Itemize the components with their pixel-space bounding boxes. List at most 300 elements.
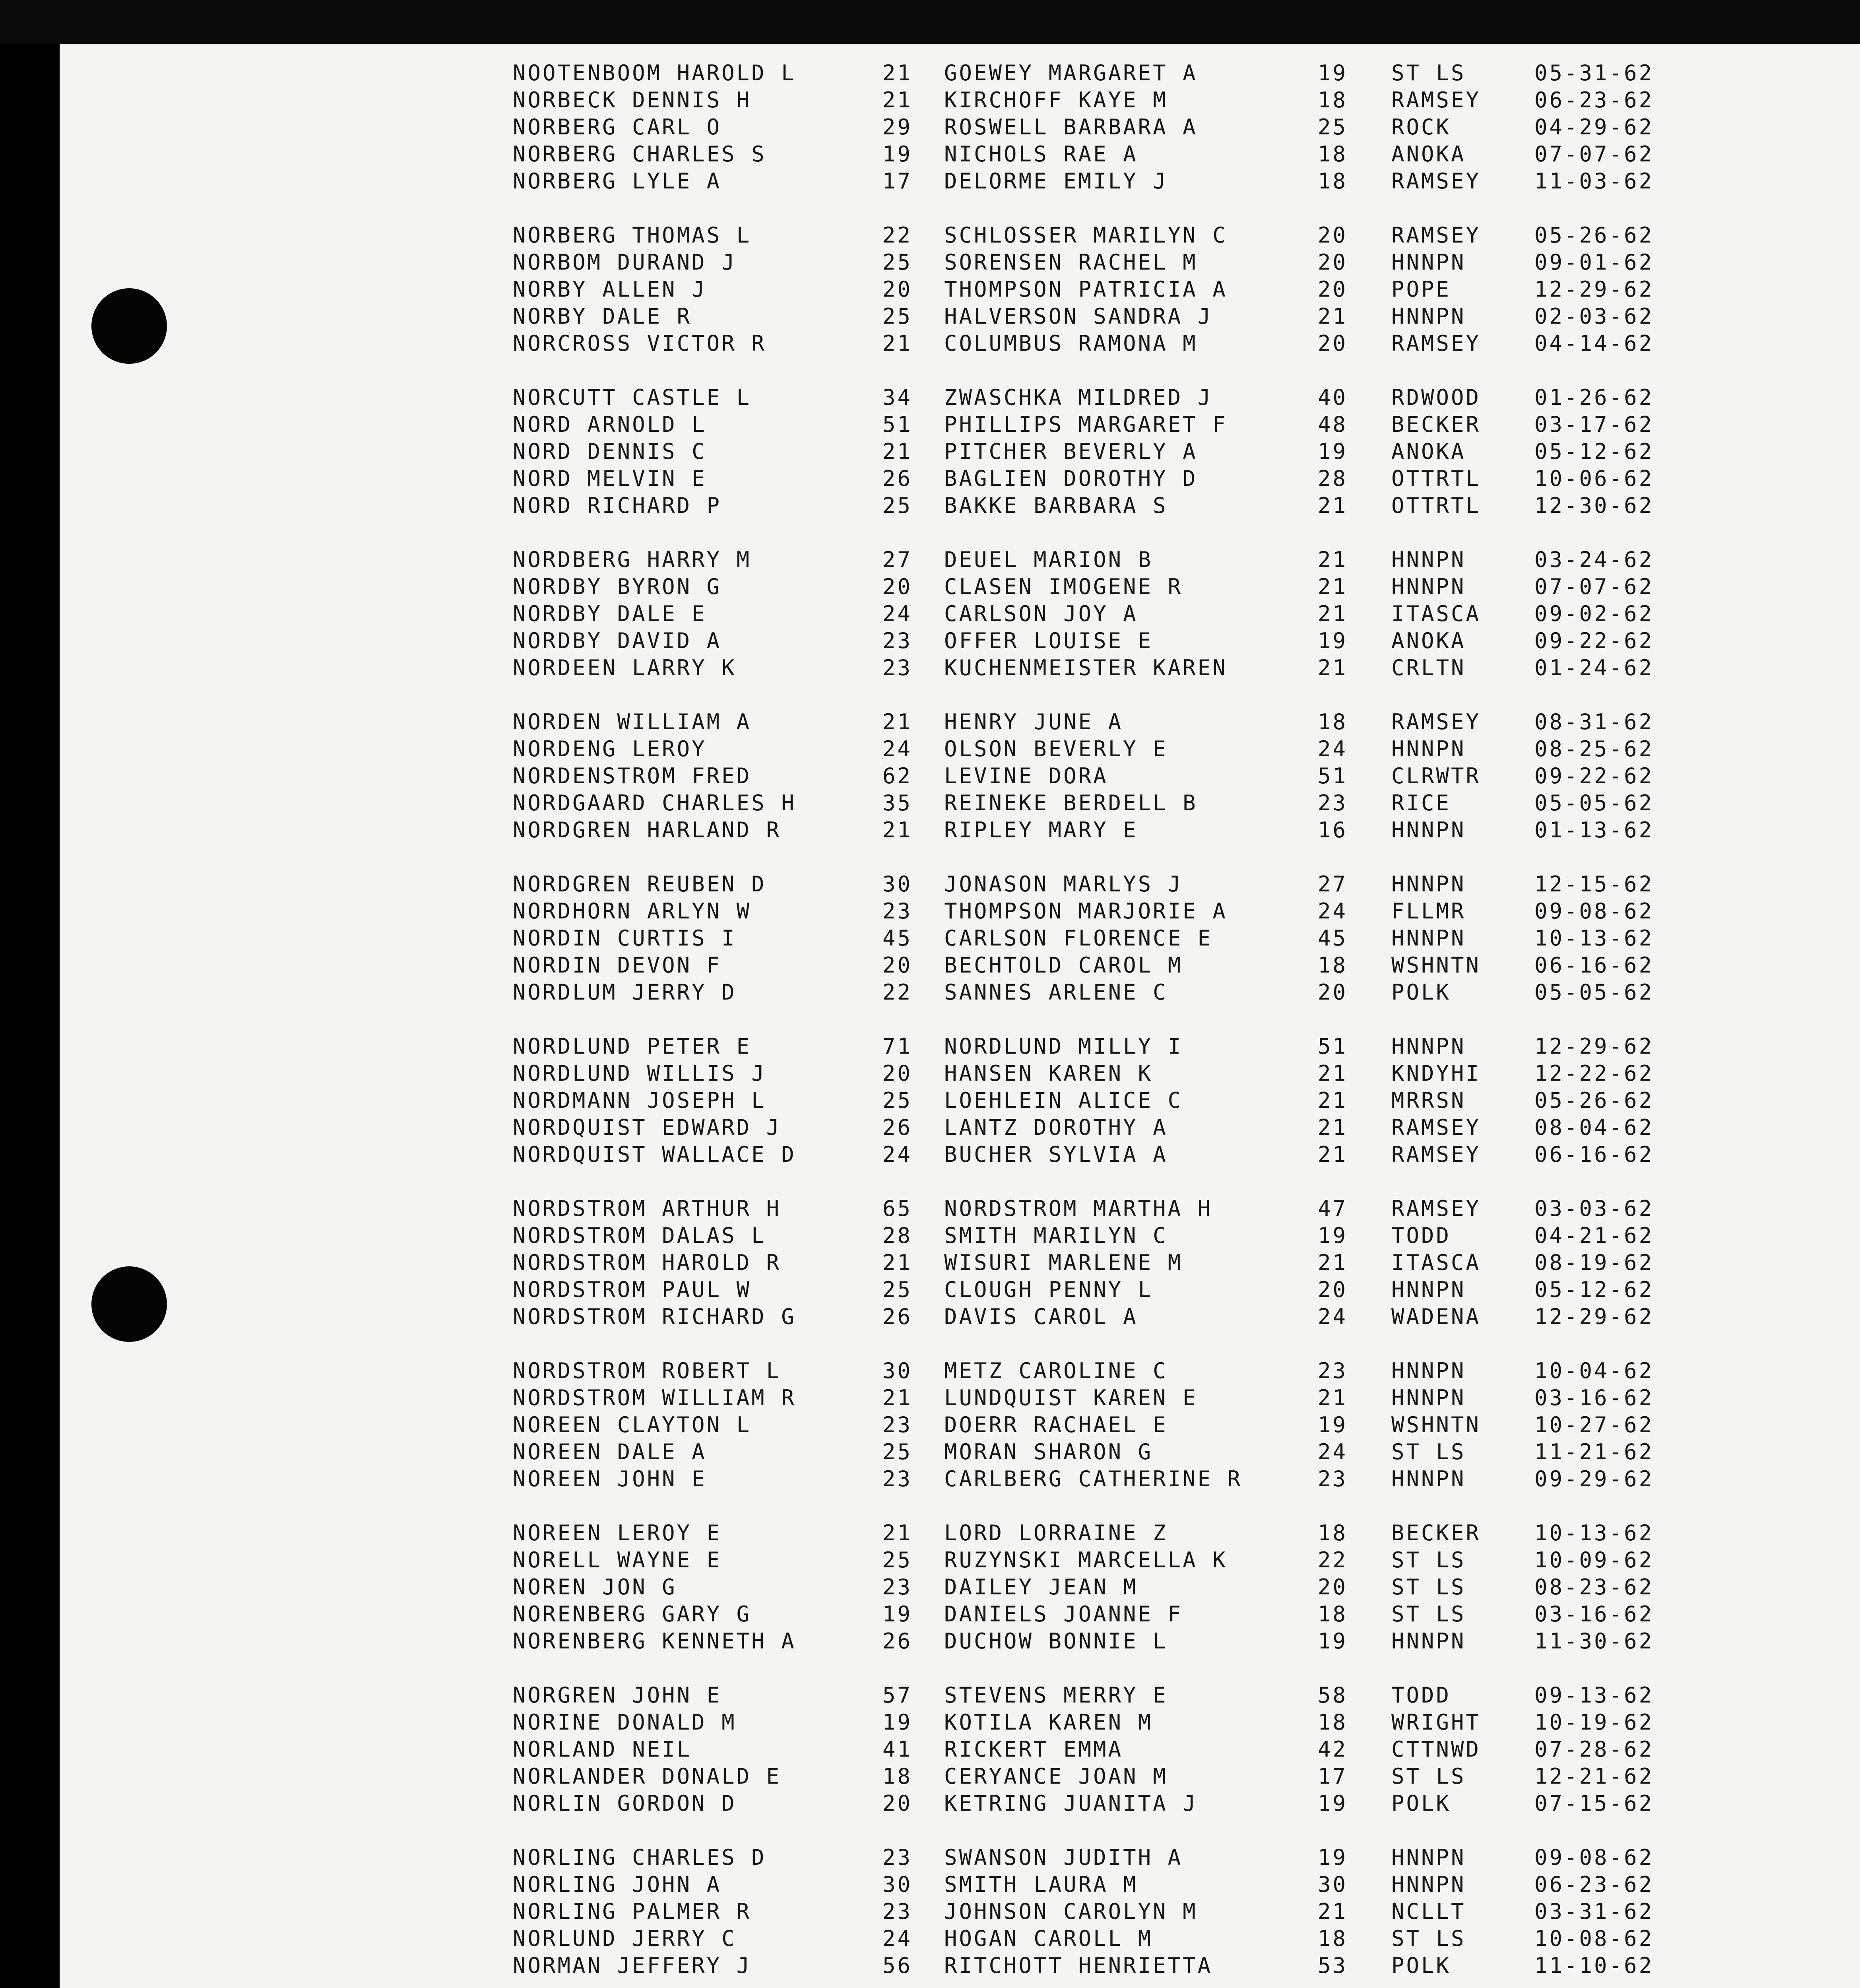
record-row [513,763,1801,790]
bride-age: 18 [1318,1520,1348,1545]
groom-age: 19 [882,1710,913,1735]
county: ST LS [1391,1764,1466,1789]
bride-name: DAVIS CAROL A [944,1304,1138,1329]
county: ANOKA [1391,628,1466,653]
marriage-date: 03-03-62 [1534,1196,1654,1221]
marriage-date: 07-07-62 [1534,574,1654,599]
groom-name: NORBERG CHARLES S [513,142,766,167]
county: HNNPN [1391,250,1466,275]
marriage-date: 07-15-62 [1534,1791,1654,1816]
marriage-date: 01-13-62 [1534,817,1654,843]
marriage-date: 12-29-62 [1534,1034,1654,1059]
bride-age: 20 [1318,223,1348,248]
bride-name: BECHTOLD CAROL M [944,953,1183,978]
bride-age: 25 [1318,115,1348,140]
record-row [513,1141,1801,1168]
bride-age: 21 [1318,655,1348,680]
bride-name: SWANSON JUDITH A [944,1845,1183,1870]
county: WSHNTN [1391,1412,1481,1437]
county: TODD [1391,1683,1451,1708]
county: RAMSEY [1391,1196,1481,1221]
groom-name: NORLING CHARLES D [513,1845,766,1870]
bride-name: NORDSTROM MARTHA H [944,1196,1213,1221]
groom-age: 25 [882,1088,913,1113]
marriage-date: 12-21-62 [1534,1764,1654,1789]
groom-age: 23 [882,655,913,680]
county: ANOKA [1391,439,1466,464]
marriage-record-list [513,60,1801,1988]
bride-name: DUCHOW BONNIE L [944,1629,1168,1654]
record-row [513,1033,1801,1060]
groom-age: 21 [882,817,913,843]
bride-age: 19 [1318,1845,1348,1870]
county: ST LS [1391,60,1466,85]
bride-age: 30 [1318,1872,1348,1897]
record-row [513,276,1801,303]
county: RAMSEY [1391,223,1481,248]
bride-age: 18 [1318,709,1348,734]
bride-name: DAILEY JEAN M [944,1574,1138,1600]
groom-name: NORBECK DENNIS H [513,87,752,113]
groom-name: NOREEN CLAYTON L [513,1412,752,1437]
bride-age: 19 [1318,1629,1348,1654]
bride-age: 58 [1318,1683,1348,1708]
bride-name: LANTZ DOROTHY A [944,1115,1168,1140]
record-row [513,60,1801,87]
record-row [513,573,1801,600]
groom-age: 22 [882,223,913,248]
groom-name: NORBY ALLEN J [513,277,707,302]
bride-name: OLSON BEVERLY E [944,736,1168,761]
marriage-date: 05-26-62 [1534,1088,1654,1113]
bride-age: 51 [1318,1034,1348,1059]
groom-age: 18 [882,1764,913,1789]
record-row [513,1574,1801,1601]
marriage-date: 08-31-62 [1534,709,1654,734]
bride-age: 20 [1318,1277,1348,1302]
bride-name: CLASEN IMOGENE R [944,574,1183,599]
record-row [513,627,1801,654]
county: CTTNWD [1391,1737,1481,1762]
bride-name: SCHLOSSER MARILYN C [944,223,1228,248]
bride-name: NORDLUND MILLY I [944,1034,1183,1059]
bride-age: 23 [1318,790,1348,815]
marriage-date: 08-04-62 [1534,1115,1654,1140]
groom-name: NORDQUIST WALLACE D [513,1142,796,1167]
record-row [513,1736,1801,1763]
bride-age: 27 [1318,872,1348,897]
groom-age: 21 [882,1250,913,1275]
marriage-date: 06-16-62 [1534,1142,1654,1167]
marriage-date: 05-12-62 [1534,1277,1654,1302]
county: HNNPN [1391,1277,1466,1302]
groom-name: NORDMANN JOSEPH L [513,1088,766,1113]
county: NCLLT [1391,1899,1466,1924]
bride-age: 45 [1318,926,1348,951]
marriage-date: 05-12-62 [1534,439,1654,464]
bride-name: CARLSON FLORENCE E [944,926,1213,951]
groom-age: 25 [882,304,913,329]
marriage-date: 05-31-62 [1534,60,1654,85]
bride-age: 20 [1318,331,1348,356]
bride-name: SORENSEN RACHEL M [944,250,1198,275]
record-row [513,1249,1801,1276]
groom-name: NORCUTT CASTLE L [513,385,752,410]
marriage-date: 06-16-62 [1534,953,1654,978]
county: RAMSEY [1391,169,1481,194]
bride-age: 21 [1318,1142,1348,1167]
bride-age: 18 [1318,1710,1348,1735]
marriage-date: 06-23-62 [1534,87,1654,113]
bride-name: KOTILA KAREN M [944,1710,1153,1735]
bride-name: KETRING JUANITA J [944,1791,1198,1816]
groom-name: NORMAN JEFFERY J [513,1953,752,1978]
county: HNNPN [1391,547,1466,572]
groom-name: NORDGREN REUBEN D [513,872,766,897]
groom-name: NORDENG LEROY [513,736,707,761]
bride-name: ZWASCHKA MILDRED J [944,385,1213,410]
groom-age: 21 [882,1520,913,1545]
bride-name: COLUMBUS RAMONA M [944,331,1198,356]
record-row [513,249,1801,276]
record-group [513,1357,1801,1493]
county: ROCK [1391,115,1451,140]
bride-age: 23 [1318,1466,1348,1491]
bride-age: 22 [1318,1547,1348,1573]
record-row [513,736,1801,763]
groom-name: NORD RICHARD P [513,493,722,518]
county: HNNPN [1391,736,1466,761]
bride-name: BAKKE BARBARA S [944,493,1168,518]
marriage-date: 10-08-62 [1534,1926,1654,1951]
groom-age: 21 [882,1385,913,1410]
marriage-date: 10-06-62 [1534,466,1654,491]
groom-name: NORBERG LYLE A [513,169,722,194]
groom-name: NORBY DALE R [513,304,692,329]
groom-age: 20 [882,277,913,302]
groom-age: 23 [882,1899,913,1924]
county: WRIGHT [1391,1710,1481,1735]
bride-name: OFFER LOUISE E [944,628,1153,653]
bride-name: RUZYNSKI MARCELLA K [944,1547,1228,1573]
bride-name: HOGAN CAROLL M [944,1926,1153,1951]
groom-name: NORDSTROM DALAS L [513,1223,766,1248]
record-row [513,1925,1801,1952]
bride-age: 51 [1318,763,1348,788]
record-row [513,898,1801,925]
record-row [513,1439,1801,1466]
county: ITASCA [1391,601,1481,626]
record-row [513,1871,1801,1898]
marriage-date: 09-22-62 [1534,763,1654,788]
county: HNNPN [1391,1466,1466,1491]
groom-name: NORDENSTROM FRED [513,763,752,788]
bride-name: CERYANCE JOAN M [944,1764,1168,1789]
groom-age: 25 [882,1547,913,1573]
county: ST LS [1391,1926,1466,1951]
county: WADENA [1391,1304,1481,1329]
bride-name: CARLSON JOY A [944,601,1138,626]
marriage-date: 11-21-62 [1534,1439,1654,1464]
bride-age: 21 [1318,1385,1348,1410]
record-row [513,1222,1801,1249]
bride-age: 20 [1318,1574,1348,1600]
marriage-date: 11-30-62 [1534,1629,1654,1654]
groom-name: NORD MELVIN E [513,466,707,491]
county: WSHNTN [1391,953,1481,978]
marriage-date: 10-13-62 [1534,926,1654,951]
bride-name: KUCHENMEISTER KAREN [944,655,1228,680]
county: HNNPN [1391,1872,1466,1897]
bride-age: 19 [1318,1223,1348,1248]
groom-age: 21 [882,60,913,85]
marriage-date: 03-31-62 [1534,1899,1654,1924]
bride-name: CARLBERG CATHERINE R [944,1466,1243,1491]
marriage-date: 03-17-62 [1534,412,1654,437]
record-row [513,1682,1801,1709]
record-group [513,1033,1801,1168]
bride-name: THOMPSON MARJORIE A [944,899,1228,924]
bride-age: 18 [1318,142,1348,167]
groom-name: NORDGAARD CHARLES H [513,790,796,815]
groom-name: NORENBERG KENNETH A [513,1629,796,1654]
county: POLK [1391,1791,1451,1816]
record-row [513,330,1801,357]
county: POLK [1391,1953,1451,1978]
groom-age: 62 [882,763,913,788]
bride-name: MORAN SHARON G [944,1439,1153,1464]
bride-name: LOEHLEIN ALICE C [944,1088,1183,1113]
marriage-date: 10-19-62 [1534,1710,1654,1735]
county: RICE [1391,790,1451,815]
bride-name: GOEWEY MARGARET A [944,60,1198,85]
groom-name: NORLING JOHN A [513,1872,722,1897]
groom-age: 34 [882,385,913,410]
record-row [513,600,1801,627]
groom-age: 20 [882,1791,913,1816]
bride-name: RIPLEY MARY E [944,817,1138,843]
bride-name: RITCHOTT HENRIETTA [944,1953,1213,1978]
bride-name: CLOUGH PENNY L [944,1277,1153,1302]
bride-name: LORD LORRAINE Z [944,1520,1168,1545]
bride-name: ROSWELL BARBARA A [944,115,1198,140]
groom-age: 45 [882,926,913,951]
groom-name: NORDSTROM RICHARD G [513,1304,796,1329]
bride-name: PITCHER BEVERLY A [944,439,1198,464]
marriage-date: 12-29-62 [1534,277,1654,302]
county: RAMSEY [1391,709,1481,734]
marriage-date: 10-09-62 [1534,1547,1654,1573]
record-row [513,1628,1801,1655]
groom-name: NORDSTROM WILLIAM R [513,1385,796,1410]
groom-age: 24 [882,601,913,626]
groom-name: NORLING PALMER R [513,1899,752,1924]
record-row [513,871,1801,898]
record-row [513,1547,1801,1574]
county: ST LS [1391,1574,1466,1600]
bride-name: HANSEN KAREN K [944,1061,1153,1086]
groom-age: 19 [882,1602,913,1627]
marriage-date: 08-23-62 [1534,1574,1654,1600]
groom-age: 41 [882,1737,913,1762]
bride-name: BAGLIEN DOROTHY D [944,466,1198,491]
groom-age: 25 [882,1439,913,1464]
marriage-date: 08-25-62 [1534,736,1654,761]
marriage-date: 12-22-62 [1534,1061,1654,1086]
groom-age: 30 [882,1358,913,1383]
bride-name: JONASON MARLYS J [944,872,1183,897]
groom-name: NORBERG CARL O [513,115,722,140]
county: HNNPN [1391,574,1466,599]
marriage-date: 10-04-62 [1534,1358,1654,1383]
marriage-date: 12-30-62 [1534,493,1654,518]
groom-name: NORINE DONALD M [513,1710,737,1735]
groom-name: NORDLUM JERRY D [513,980,737,1005]
record-group [513,709,1801,844]
marriage-date: 03-16-62 [1534,1602,1654,1627]
groom-age: 71 [882,1034,913,1059]
groom-name: NORDSTROM ROBERT L [513,1358,782,1383]
county: HNNPN [1391,817,1466,843]
groom-age: 23 [882,1845,913,1870]
county: RAMSEY [1391,1142,1481,1167]
bride-age: 16 [1318,817,1348,843]
record-group [513,222,1801,357]
bride-name: STEVENS MERRY E [944,1683,1168,1708]
county: POLK [1391,980,1451,1005]
marriage-date: 07-07-62 [1534,142,1654,167]
groom-name: NORD ARNOLD L [513,412,707,437]
county: ANOKA [1391,142,1466,167]
groom-age: 24 [882,736,913,761]
record-row [513,1357,1801,1384]
bride-name: WISURI MARLENE M [944,1250,1183,1275]
marriage-date: 09-29-62 [1534,1466,1654,1491]
groom-age: 24 [882,1142,913,1167]
record-row [513,1844,1801,1871]
bride-age: 28 [1318,466,1348,491]
groom-age: 56 [882,1953,913,1978]
marriage-date: 10-13-62 [1534,1520,1654,1545]
groom-age: 30 [882,1872,913,1897]
county: FLLMR [1391,899,1466,924]
groom-name: NORDEN WILLIAM A [513,709,752,734]
bride-name: BUCHER SYLVIA A [944,1142,1168,1167]
groom-age: 27 [882,547,913,572]
groom-age: 26 [882,466,913,491]
bride-name: SANNES ARLENE C [944,980,1168,1005]
marriage-date: 09-08-62 [1534,1845,1654,1870]
scan-top-border [0,0,1860,44]
record-row [513,1763,1801,1790]
bride-age: 21 [1318,601,1348,626]
marriage-date: 09-02-62 [1534,601,1654,626]
record-row [513,1709,1801,1736]
bride-age: 21 [1318,304,1348,329]
groom-age: 20 [882,1061,913,1086]
bride-age: 47 [1318,1196,1348,1221]
bride-name: SMITH LAURA M [944,1872,1138,1897]
county: POPE [1391,277,1451,302]
marriage-date: 01-26-62 [1534,385,1654,410]
groom-age: 21 [882,709,913,734]
bride-age: 19 [1318,628,1348,653]
record-group [513,1520,1801,1655]
bride-age: 18 [1318,87,1348,113]
county: HNNPN [1391,304,1466,329]
groom-name: NORDGREN HARLAND R [513,817,782,843]
record-row [513,654,1801,681]
bride-name: REINEKE BERDELL B [944,790,1198,815]
marriage-date: 11-03-62 [1534,169,1654,194]
bride-age: 18 [1318,1602,1348,1627]
county: HNNPN [1391,1034,1466,1059]
bride-age: 40 [1318,385,1348,410]
bride-age: 19 [1318,1412,1348,1437]
record-row [513,87,1801,114]
bride-age: 20 [1318,980,1348,1005]
groom-age: 25 [882,1277,913,1302]
record-group [513,60,1801,195]
bride-name: HALVERSON SANDRA J [944,304,1213,329]
groom-age: 21 [882,439,913,464]
groom-name: NORDSTROM HAROLD R [513,1250,782,1275]
groom-name: NOOTENBOOM HAROLD L [513,60,796,85]
county: OTTRTL [1391,493,1481,518]
county: CLRWTR [1391,763,1481,788]
groom-age: 26 [882,1115,913,1140]
bride-age: 19 [1318,439,1348,464]
marriage-date: 11-10-62 [1534,1953,1654,1978]
county: ST LS [1391,1547,1466,1573]
groom-name: NORLIN GORDON D [513,1791,737,1816]
bride-name: LEVINE DORA [944,763,1108,788]
groom-age: 23 [882,1574,913,1600]
groom-age: 25 [882,493,913,518]
bride-name: PHILLIPS MARGARET F [944,412,1228,437]
county: BECKER [1391,1520,1481,1545]
marriage-date: 03-24-62 [1534,547,1654,572]
county: HNNPN [1391,926,1466,951]
bride-name: JOHNSON CAROLYN M [944,1899,1198,1924]
marriage-date: 09-13-62 [1534,1683,1654,1708]
bride-age: 21 [1318,1115,1348,1140]
binder-hole [91,288,167,364]
bride-name: KIRCHOFF KAYE M [944,87,1168,113]
record-row [513,1952,1801,1979]
groom-name: NORDEEN LARRY K [513,655,737,680]
record-row [513,222,1801,249]
bride-age: 20 [1318,250,1348,275]
groom-name: NORDLUND WILLIS J [513,1061,766,1086]
groom-name: NORBERG THOMAS L [513,223,752,248]
bride-age: 23 [1318,1358,1348,1383]
marriage-date: 08-19-62 [1534,1250,1654,1275]
county: RDWOOD [1391,385,1481,410]
county: RAMSEY [1391,1115,1481,1140]
record-row [513,1195,1801,1222]
groom-name: NORGREN JOHN E [513,1683,722,1708]
bride-age: 19 [1318,1791,1348,1816]
marriage-date: 05-05-62 [1534,980,1654,1005]
groom-name: NORDIN DEVON F [513,953,722,978]
groom-name: NORCROSS VICTOR R [513,331,766,356]
groom-name: NORD DENNIS C [513,439,707,464]
groom-age: 17 [882,169,913,194]
record-row [513,411,1801,438]
record-row [513,1384,1801,1411]
groom-age: 26 [882,1304,913,1329]
